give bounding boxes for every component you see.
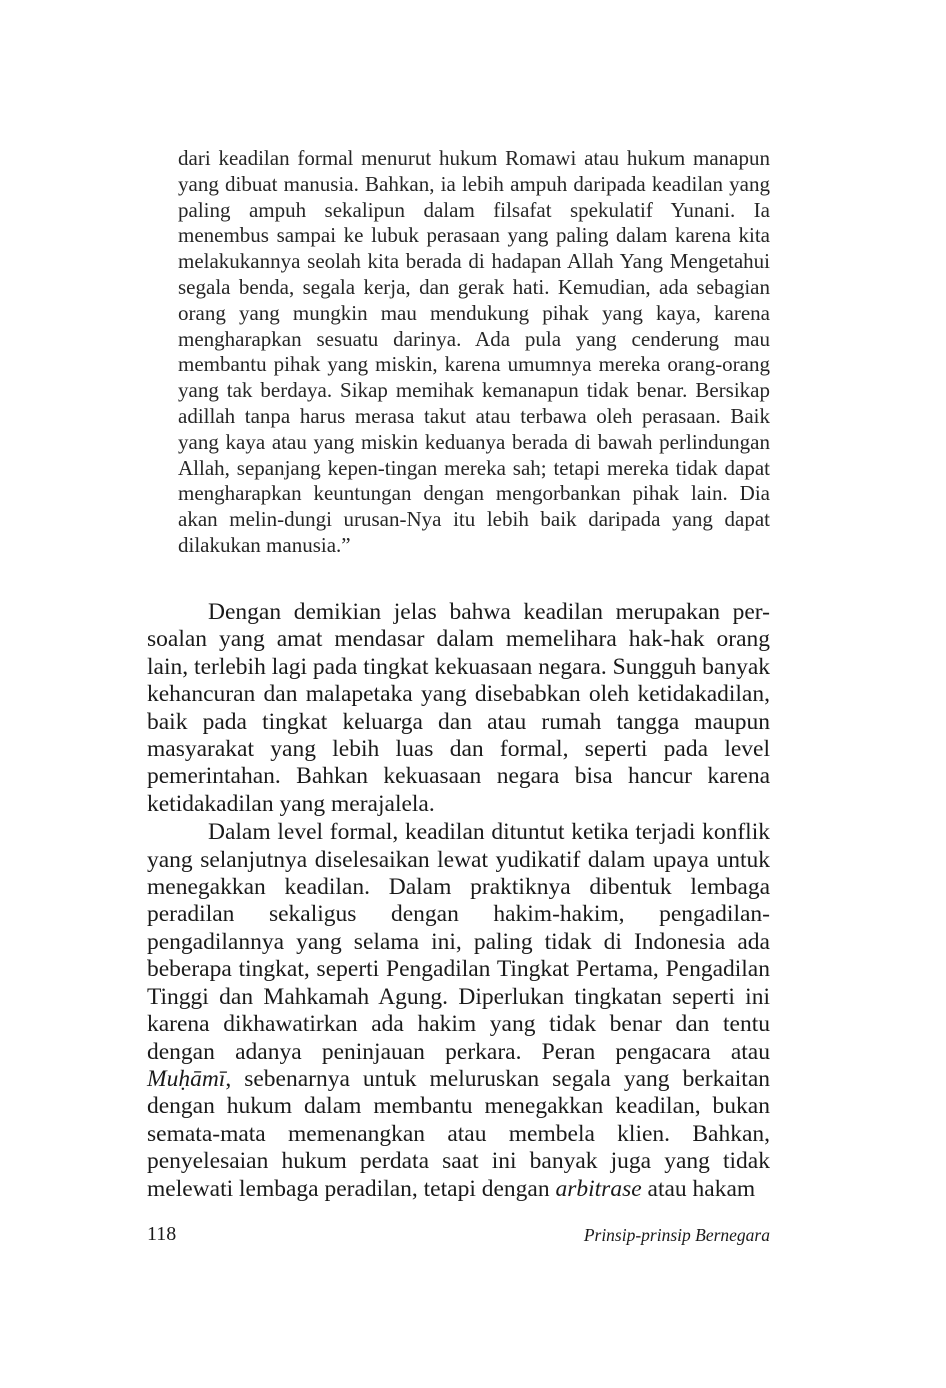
paragraph-2-part-3: atau hakam	[647, 1175, 756, 1202]
paragraph-2-part-2: , sebenarnya untuk meluruskan segala yang berkaitan dengan hukum dalam membantu menegakkan keadilan, bukan semata-mata memenangkan atau membela klien. Bahkan, penyelesaian hukum perdata saat ini banyak juga yang tidak melewati lembaga peradilan, tetapi dengan	[147, 1065, 770, 1202]
page-number: 118	[147, 1223, 177, 1245]
term-muhami: Muḥāmī	[147, 1065, 226, 1092]
block-quote: dari keadilan formal menurut hukum Romawi atau hukum manapun yang dibuat manusia. Bahkan, ia lebih ampuh daripada keadilan yang paling ampuh sekalipun dalam filsafat spekulatif Yunani. Ia menembus sampai ke lubuk perasaan yang paling dalam karena kita melakukannya seolah kita berada di hadapan Allah Yang Mengetahui segala benda, segala kerja, dan gerak hati. Kemudian, ada sebagian orang yang mungkin mau mendukung pihak yang kaya, karena mengharapkan sesuatu darinya. Ada pula yang cenderung mau membantu pihak yang miskin, karena umumnya mereka orang-orang yang tak berdaya. Sikap memihak kemanapun tidak benar. Bersikap adillah tanpa harus merasa takut atau terbawa oleh perasaan. Baik yang kaya atau yang miskin keduanya berada di bawah perlindungan Allah, sepanjang kepen-tingan mereka sah; tetapi mereka tidak dapat mengharapkan keuntungan dengan mengorbankan pihak lain. Dia akan melin-dungi urusan-Nya itu lebih baik daripada yang dapat dilakukan manusia.”	[178, 146, 770, 557]
running-title: Prinsip-prinsip Bernegara	[583, 1225, 770, 1245]
paragraph-1: Dengan demikian jelas bahwa keadilan merupakan per-soalan yang amat mendasar dalam memelihara hak-hak orang lain, terlebih lagi pada tingkat kekuasaan negara. Sungguh banyak kehancuran dan malapetaka yang disebabkan oleh ketidakadilan, baik pada tingkat keluarga dan atau rumah tangga maupun masyarakat yang lebih luas dan formal, seperti pada level pemerintahan. Bahkan kekuasaan negara bisa hancur karena ketidakadilan yang merajalela.	[147, 599, 770, 817]
paragraph-2-part-1: Dalam level formal, keadilan dituntut ketika terjadi konflik yang selanjutnya diselesaikan lewat yudikatif dalam upaya untuk menegakkan keadilan. Dalam praktiknya dibentuk lembaga peradilan sekaligus dengan hakim-hakim, pengadilan-pengadilannya yang selama ini, paling tidak di Indonesia ada beberapa tingkat, seperti Pengadilan Tingkat Pertama, Pengadilan Tinggi dan Mahkamah Agung. Diperlukan tingkatan seperti ini karena dikhawatirkan ada hakim yang tidak benar dan tentu dengan adanya peninjauan perkara. Peran pengacara atau	[147, 819, 770, 1065]
term-arbitrase: arbitrase	[555, 1175, 642, 1202]
body-text	[147, 599, 770, 1203]
paragraph-2	[147, 818, 770, 1203]
